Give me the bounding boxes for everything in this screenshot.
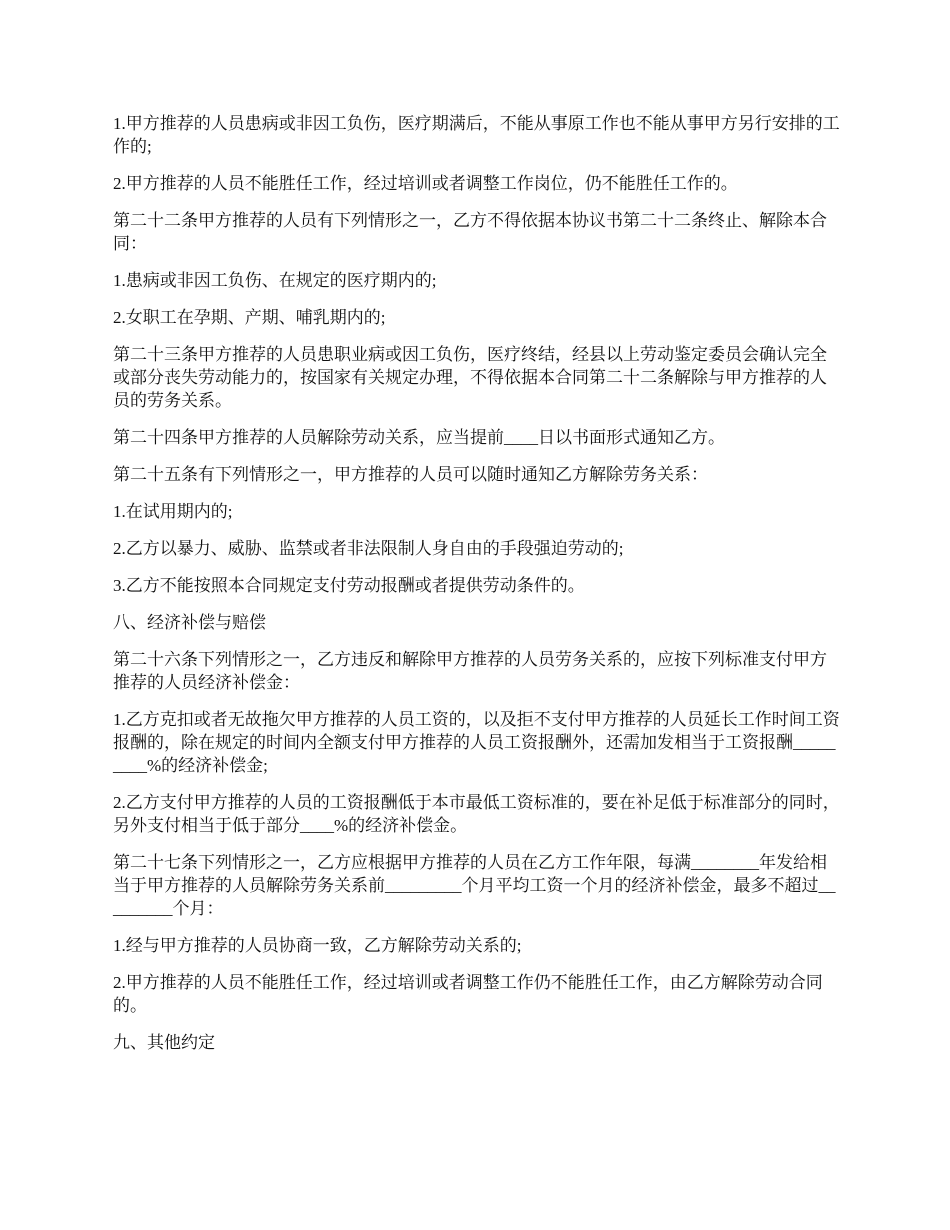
article-27-item-1: 1.经与甲方推荐的人员协商一致，乙方解除劳动关系的;	[113, 936, 522, 955]
article-22-item-2: 2.女职工在孕期、产期、哺乳期内的;	[113, 308, 386, 327]
article-26-item-2: 2.乙方支付甲方推荐的人员的工资报酬低于本市最低工资标准的，要在补足低于标准部分的同时，另外支付相当于低于部分____%的经济补偿金。	[113, 793, 840, 835]
section-heading-8: 八、经济补偿与赔偿	[113, 613, 266, 632]
paragraph-2: 2.甲方推荐的人员不能胜任工作，经过培训或者调整工作岗位，仍不能胜任工作的。	[113, 174, 738, 193]
article-24: 第二十四条甲方推荐的人员解除劳动关系，应当提前____日以书面形式通知乙方。	[113, 428, 725, 447]
section-heading-9: 九、其他约定	[113, 1033, 215, 1052]
article-27-item-2: 2.甲方推荐的人员不能胜任工作，经过培训或者调整工作仍不能胜任工作，由乙方解除劳动合同的。	[113, 973, 823, 1015]
article-26-item-1: 1.乙方克扣或者无故拖欠甲方推荐的人员工资的，以及拒不支付甲方推荐的人员延长工作时间工资报酬的，除在规定的时间内全额支付甲方推荐的人员工资报酬外，还需加发相当于工资报酬_________%的经济补偿金;	[113, 710, 840, 775]
article-25-item-1: 1.在试用期内的;	[113, 502, 233, 521]
article-26-intro: 第二十六条下列情形之一，乙方违反和解除甲方推荐的人员劳务关系的，应按下列标准支付甲方推荐的人员经济补偿金：	[113, 650, 827, 692]
article-25-item-3: 3.乙方不能按照本合同规定支付劳动报酬或者提供劳动条件的。	[113, 576, 585, 595]
paragraph-1: 1.甲方推荐的人员患病或非因工负伤，医疗期满后，不能从事原工作也不能从事甲方另行安排的工作的;	[113, 114, 840, 156]
document-page	[113, 112, 843, 1068]
article-25-item-2: 2.乙方以暴力、威胁、监禁或者非法限制人身自由的手段强迫劳动的;	[113, 539, 624, 558]
article-22-item-1: 1.患病或非因工负伤、在规定的医疗期内的;	[113, 271, 437, 290]
article-22-intro: 第二十二条甲方推荐的人员有下列情形之一，乙方不得依据本协议书第二十二条终止、解除本合同：	[113, 211, 827, 253]
article-25-intro: 第二十五条有下列情形之一，甲方推荐的人员可以随时通知乙方解除劳务关系：	[113, 465, 708, 484]
article-23: 第二十三条甲方推荐的人员患职业病或因工负伤，医疗终结，经县以上劳动鉴定委员会确认完全或部分丧失劳动能力的，按国家有关规定办理，不得依据本合同第二十二条解除与甲方推荐的人员的劳务关系。	[113, 345, 827, 410]
article-27-intro: 第二十七条下列情形之一，乙方应根据甲方推荐的人员在乙方工作年限，每满________年发给相当于甲方推荐的人员解除劳务关系前_________个月平均工资一个月的经济补偿金，最多不超过_________个月：	[113, 853, 836, 918]
